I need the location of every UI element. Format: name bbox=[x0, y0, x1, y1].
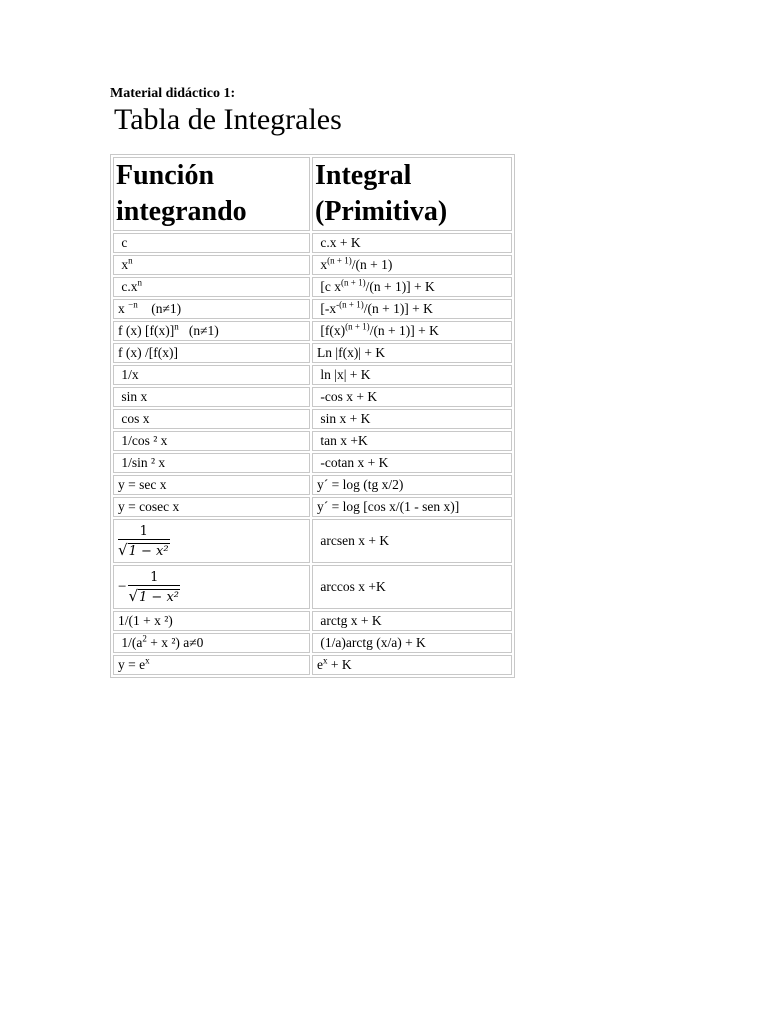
integral-exponent: (n + 1) bbox=[341, 277, 366, 288]
integral-cell bbox=[312, 277, 512, 297]
function-cell bbox=[113, 431, 310, 451]
function-text: c bbox=[121, 235, 128, 250]
table-row bbox=[113, 655, 512, 675]
table-row bbox=[113, 611, 512, 631]
integral-text: tan x +K bbox=[320, 433, 368, 448]
page-title: Tabla de Integrales bbox=[114, 103, 342, 136]
integral-cell bbox=[312, 453, 512, 473]
integral-text: sin x + K bbox=[320, 411, 371, 426]
integral-cell bbox=[312, 431, 512, 451]
function-exponent: −n bbox=[128, 299, 138, 310]
table-header-row bbox=[113, 157, 512, 231]
integral-text: -cos x + K bbox=[320, 389, 378, 404]
table-row bbox=[113, 565, 512, 609]
function-cell bbox=[113, 299, 310, 319]
radicand: 1 − x² bbox=[139, 589, 180, 605]
function-exponent: n bbox=[174, 321, 179, 332]
function-cell bbox=[113, 387, 310, 407]
integral-cell bbox=[312, 387, 512, 407]
radical-sign: √ bbox=[128, 586, 139, 605]
integral-exponent: -(n + 1) bbox=[336, 299, 364, 310]
function-base: f (x) [f(x)] bbox=[118, 323, 175, 338]
integral-text: arctg x + K bbox=[320, 613, 382, 628]
table-row bbox=[113, 343, 512, 363]
integral-prefix: e bbox=[317, 657, 323, 672]
radicand: 1 − x² bbox=[128, 543, 169, 559]
function-base: c.x bbox=[121, 279, 138, 294]
fraction-denominator bbox=[128, 585, 180, 605]
integral-text: ln |x| + K bbox=[320, 367, 371, 382]
function-cell bbox=[113, 655, 310, 675]
integral-exponent: x bbox=[323, 655, 328, 666]
fraction-numerator: 1 bbox=[139, 523, 148, 539]
integral-rest: /(n + 1)] + K bbox=[369, 323, 439, 338]
function-condition: (n≠1) bbox=[151, 301, 182, 316]
integral-text: (1/a)arctg (x/a) + K bbox=[320, 635, 426, 650]
integral-text: y´ = log (tg x/2) bbox=[317, 477, 404, 492]
table-row bbox=[113, 233, 512, 253]
table-row bbox=[113, 387, 512, 407]
integral-text: Ln |f(x)| + K bbox=[317, 345, 386, 360]
function-cell bbox=[113, 497, 310, 517]
function-cell bbox=[113, 519, 310, 563]
fraction-formula bbox=[128, 570, 180, 605]
function-cell bbox=[113, 565, 310, 609]
function-cell bbox=[113, 343, 310, 363]
integral-text: arcsen x + K bbox=[320, 533, 390, 548]
integral-cell bbox=[312, 497, 512, 517]
integral-cell bbox=[312, 233, 512, 253]
function-cell bbox=[113, 321, 310, 341]
integral-rest: /(n + 1)] + K bbox=[365, 279, 435, 294]
table-row bbox=[113, 365, 512, 385]
function-cell bbox=[113, 365, 310, 385]
fraction-denominator bbox=[118, 539, 170, 559]
function-base: x bbox=[121, 257, 129, 272]
fraction-numerator: 1 bbox=[150, 569, 159, 585]
function-cell bbox=[113, 255, 310, 275]
table-row bbox=[113, 321, 512, 341]
integral-cell bbox=[312, 519, 512, 563]
fraction-formula bbox=[118, 524, 170, 559]
radical-sign: √ bbox=[118, 540, 128, 559]
integral-cell bbox=[312, 343, 512, 363]
integral-cell bbox=[312, 565, 512, 609]
function-text: 1/cos ² x bbox=[121, 433, 168, 448]
function-text: f (x) /[f(x)] bbox=[118, 345, 178, 360]
function-cell bbox=[113, 453, 310, 473]
table-row bbox=[113, 453, 512, 473]
table-row bbox=[113, 633, 512, 653]
function-text: y = sec x bbox=[118, 477, 167, 492]
function-text: sin x bbox=[121, 389, 148, 404]
function-text: cos x bbox=[121, 411, 150, 426]
integral-cell bbox=[312, 299, 512, 319]
integral-exponent: (n + 1) bbox=[345, 321, 370, 332]
function-text: 1/(1 + x ²) bbox=[118, 613, 173, 628]
integral-cell bbox=[312, 655, 512, 675]
function-prefix: 1/(a bbox=[121, 635, 143, 650]
table-row bbox=[113, 277, 512, 297]
table-row bbox=[113, 475, 512, 495]
function-exponent: x bbox=[145, 655, 150, 666]
integral-cell bbox=[312, 365, 512, 385]
integral-prefix: [f(x) bbox=[320, 323, 346, 338]
integral-text: arccos x +K bbox=[320, 579, 386, 594]
function-condition: (n≠1) bbox=[188, 323, 219, 338]
integral-prefix: [-x bbox=[320, 301, 337, 316]
function-cell bbox=[113, 233, 310, 253]
table-row bbox=[113, 497, 512, 517]
function-rest: + x ²) a≠0 bbox=[146, 635, 204, 650]
function-cell bbox=[113, 633, 310, 653]
function-exponent: n bbox=[128, 255, 133, 266]
integral-cell bbox=[312, 475, 512, 495]
function-cell bbox=[113, 611, 310, 631]
integral-exponent: (n + 1) bbox=[327, 255, 352, 266]
table-row bbox=[113, 431, 512, 451]
column-header-function: Función integrando bbox=[113, 157, 310, 231]
function-cell bbox=[113, 409, 310, 429]
integral-rest: /(n + 1)] + K bbox=[363, 301, 433, 316]
integral-cell bbox=[312, 633, 512, 653]
integral-cell bbox=[312, 409, 512, 429]
function-text: y = cosec x bbox=[118, 499, 180, 514]
integral-cell bbox=[312, 255, 512, 275]
integral-rest: /(n + 1) bbox=[351, 257, 393, 272]
column-header-integral: Integral (Primitiva) bbox=[312, 157, 512, 231]
integral-base: x bbox=[320, 257, 328, 272]
function-text: 1/sin ² x bbox=[121, 455, 166, 470]
function-text: 1/x bbox=[121, 367, 139, 382]
function-base: x bbox=[118, 301, 125, 316]
integral-text: c.x + K bbox=[320, 235, 361, 250]
minus-sign: − bbox=[118, 578, 127, 595]
table-row bbox=[113, 409, 512, 429]
integral-rest: + K bbox=[330, 657, 352, 672]
function-exponent: n bbox=[137, 277, 142, 288]
integral-cell bbox=[312, 321, 512, 341]
table-row bbox=[113, 519, 512, 563]
integral-text: y´ = log [cos x/(1 - sen x)] bbox=[317, 499, 460, 514]
integral-text: -cotan x + K bbox=[320, 455, 389, 470]
table-row bbox=[113, 299, 512, 319]
integral-cell bbox=[312, 611, 512, 631]
table-row bbox=[113, 255, 512, 275]
function-cell bbox=[113, 475, 310, 495]
function-prefix: y = e bbox=[118, 657, 146, 672]
integrals-table bbox=[110, 154, 515, 678]
document-subtitle: Material didáctico 1: bbox=[110, 86, 236, 101]
integral-prefix: [c x bbox=[320, 279, 341, 294]
function-exponent: 2 bbox=[142, 633, 147, 644]
function-cell bbox=[113, 277, 310, 297]
